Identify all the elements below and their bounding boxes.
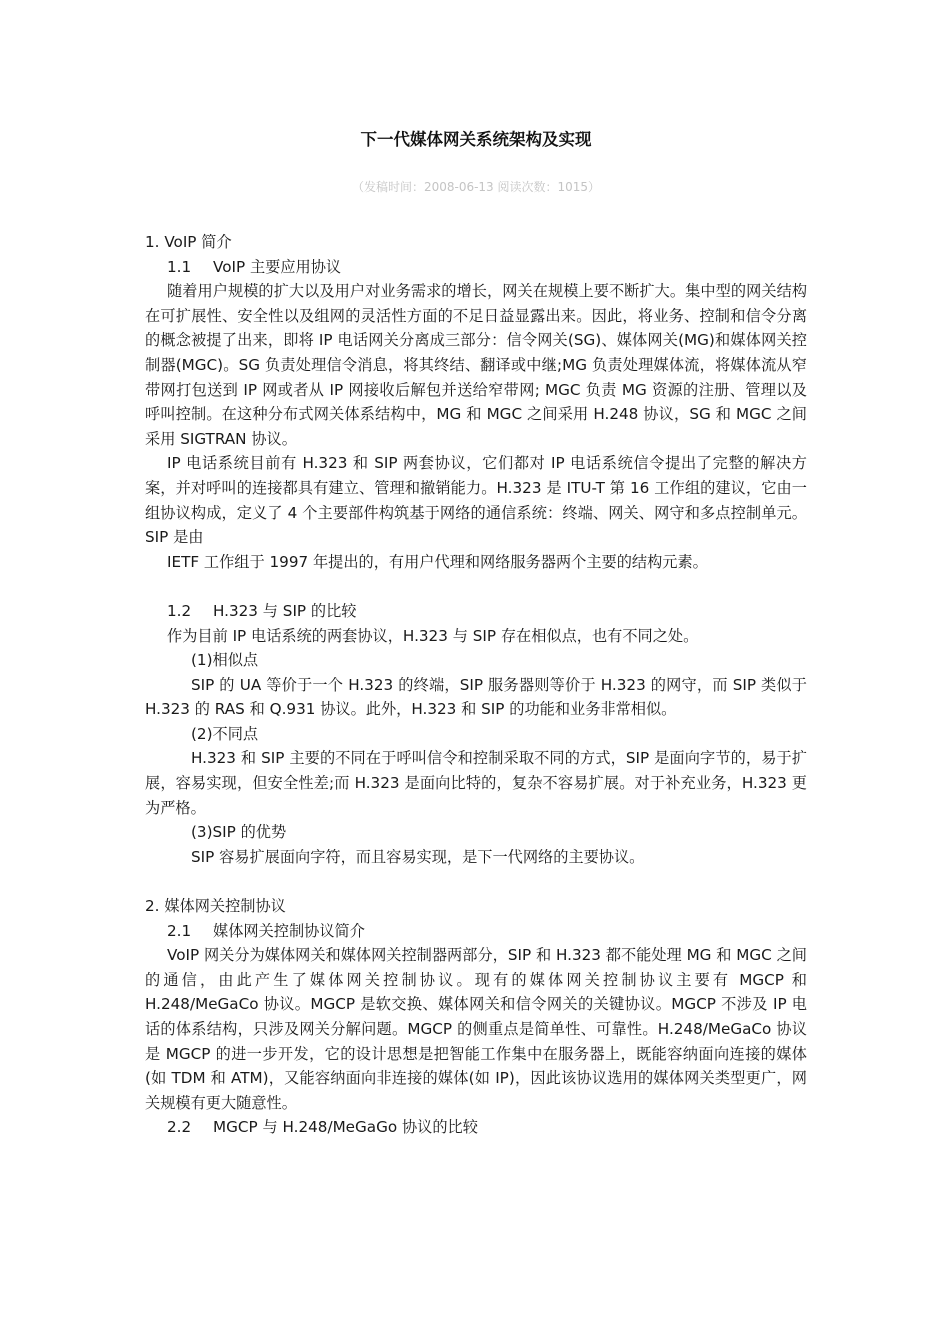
section-2-1-number: 2.1 <box>167 921 192 940</box>
subheading-similarities: (1)相似点 <box>191 651 259 670</box>
paragraph-7: SIP 容易扩展面向字符，而且容易实现，是下一代网络的主要协议。 <box>191 847 645 866</box>
section-2-2-number: 2.2 <box>167 1118 192 1137</box>
paragraph-5: SIP 的 UA 等价于一个 H.323 的终端，SIP 服务器则等价于 H.323 的网守，而 SIP 类似于 H.323 的 RAS 和 Q.931 协议。此外，H.323 和 SIP 的功能和业务非常相似。 <box>145 675 807 719</box>
article-meta: （发稿时间：2008-06-13 阅读次数：1015） <box>351 180 601 194</box>
paragraph-3: IETF 工作组于 1997 年提出的，有用户代理和网络服务器两个主要的结构元素。 <box>167 552 708 571</box>
paragraph-6: H.323 和 SIP 主要的不同在于呼叫信令和控制采取不同的方式，SIP 是面向字节的，易于扩展，容易实现，但安全性差;而 H.323 是面向比特的，复杂不容易扩展。对于补充业务，H.323 更为严格。 <box>145 749 807 817</box>
paragraph-2: IP 电话系统目前有 H.323 和 SIP 两套协议，它们都对 IP 电话系统信令提出了完整的解决方案，并对呼叫的连接都具有建立、管理和撤销能力。H.323 是 ITU-T 第 16 工作组的建议，它由一组协议构成，定义了 4 个主要部件构筑基于网络的通信系统：终端、网关、网守和多点控制单元。SIP 是由 <box>145 454 807 547</box>
section-1-2-heading <box>145 599 807 624</box>
paragraph-4: 作为目前 IP 电话系统的两套协议，H.323 与 SIP 存在相似点，也有不同之处。 <box>167 626 699 645</box>
section-1-heading: 1. VoIP 简介 <box>145 233 232 251</box>
section-1-1-number: 1.1 <box>167 257 192 276</box>
paragraph-8: VoIP 网关分为媒体网关和媒体网关控制器两部分，SIP 和 H.323 都不能处理 MG 和 MGC 之间的通信，由此产生了媒体网关控制协议。现有的媒体网关控制协议主要有 MGCP 和 H.248/MeGaCo 协议。MGCP 是软交换、媒体网关和信令网关的关键协议。MGCP 不涉及 IP 电话的体系结构，只涉及网关分解问题。MGCP 的侧重点是简单性、可靠性。H.248/MeGaCo 协议是 MGCP 的进一步开发，它的设计思想是把智能工作集中在服务器上，既能容纳面向连接的媒体(如 TDM 和 ATM)，又能容纳面向非连接的媒体(如 IP)，因此该协议选用的媒体网关类型更广，网关规模有更大随意性。 <box>145 946 807 1112</box>
spacer <box>145 869 807 894</box>
section-2-1-title: 媒体网关控制协议简介 <box>213 921 365 940</box>
section-2-heading: 2. 媒体网关控制协议 <box>145 897 286 916</box>
subheading-sip-advantages: (3)SIP 的优势 <box>191 823 287 842</box>
article-body <box>145 230 807 1140</box>
section-2-2-title: MGCP 与 H.248/MeGaGo 协议的比较 <box>213 1118 478 1137</box>
section-1-1-heading <box>145 255 807 280</box>
section-1-1-title: VoIP 主要应用协议 <box>213 257 342 276</box>
spacer <box>145 574 807 599</box>
section-1-2-title: H.323 与 SIP 的比较 <box>213 601 357 620</box>
section-1-2-number: 1.2 <box>167 601 192 620</box>
section-2-2-heading <box>145 1115 807 1140</box>
section-2-1-heading <box>145 919 807 944</box>
paragraph-1: 随着用户规模的扩大以及用户对业务需求的增长，网关在规模上要不断扩大。集中型的网关结构在可扩展性、安全性以及组网的灵活性方面的不足日益显露出来。因此，将业务、控制和信令分离的概念被提了出来，即将 IP 电话网关分离成三部分：信令网关(SG)、媒体网关(MG)和媒体网关控制器(MGC)。SG 负责处理信令消息，将其终结、翻译或中继;MG 负责处理媒体流，将媒体流从窄带网打包送到 IP 网或者从 IP 网接收后解包并送给窄带网; MGC 负责 MG 资源的注册、管理以及呼叫控制。在这种分布式网关体系结构中，MG 和 MGC 之间采用 H.248 协议，SG 和 MGC 之间采用 SIGTRAN 协议。 <box>145 282 807 448</box>
article-title: 下一代媒体网关系统架构及实现 <box>360 130 592 149</box>
subheading-differences: (2)不同点 <box>191 724 259 743</box>
